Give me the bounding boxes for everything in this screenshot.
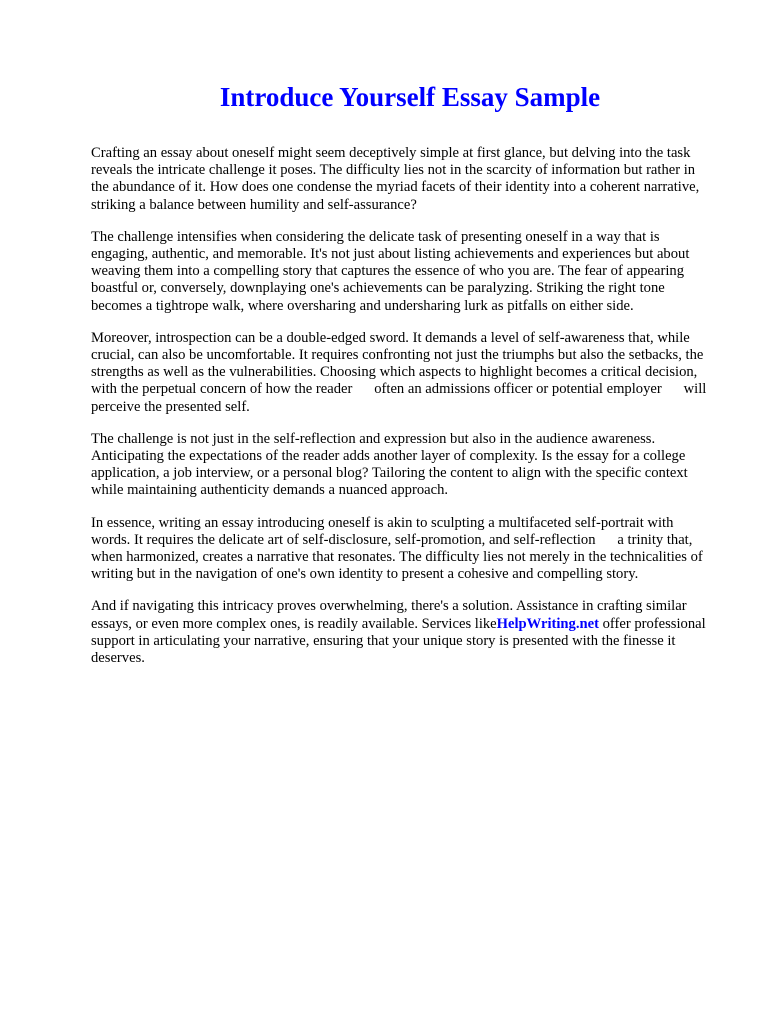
paragraph-6 <box>91 598 716 667</box>
paragraph-1: Crafting an essay about oneself might seem deceptively simple at first glance, but delving into the task reveals the intricate challenge it poses. The difficulty lies not in the scarcity of information but rather in the abundance of it. How does one condense the myriad facets of their identity into a coherent narrative, striking a balance between humility and self-assurance? <box>91 145 700 213</box>
paragraph-5: In essence, writing an essay introducing oneself is akin to sculpting a multifaceted self-portrait with words. It requires the delicate art of self-disclosure, self-promotion, and self-reflection a trinity that, when harmonized, creates a narrative that resonates. The difficulty lies not merely in the technicalities of writing but in the navigation of one's own identity to present a cohesive and compelling story. <box>91 514 703 583</box>
page-title: Introduce Yourself Essay Sample <box>219 82 601 112</box>
helpwriting-link[interactable]: HelpWriting.net <box>496 615 599 632</box>
essay-body <box>91 145 716 682</box>
paragraph-6-after-link: offer professional support in articulating your narrative, ensuring that your unique story is presented with the finesse it deserves. <box>91 615 706 667</box>
paragraph-3: Moreover, introspection can be a double-edged sword. It demands a level of self-awareness that, while crucial, can also be uncomfortable. It requires confronting not just the triumphs but also the setbacks, the strengths as well as the vulnerabilities. Choosing which aspects to highlight becomes a critical decision, with the perpetual concern of how the reader often an admissions officer or potential employer will perceive the presented self. <box>91 329 707 415</box>
paragraph-2: The challenge intensifies when considering the delicate task of presenting oneself in a way that is engaging, authentic, and memorable. It's not just about listing achievements and experiences but about weaving them into a compelling story that captures the essence of who you are. The fear of appearing boastful or, conversely, downplaying one's achievements can be paralyzing. Striking the right tone becomes a tightrope walk, where oversharing and undersharing lurk as pitfalls on either side. <box>91 228 690 314</box>
paragraph-4: The challenge is not just in the self-reflection and expression but also in the audience awareness. Anticipating the expectations of the reader adds another layer of complexity. Is the essay for a college application, a job interview, or a personal blog? Tailoring the content to align with the specific context while maintaining authenticity demands a nuanced approach. <box>91 430 688 499</box>
paragraph-6-before-link: And if navigating this intricacy proves overwhelming, there's a solution. Assistance in crafting similar essays, or even more complex ones, is readily available. Services like <box>91 598 687 632</box>
